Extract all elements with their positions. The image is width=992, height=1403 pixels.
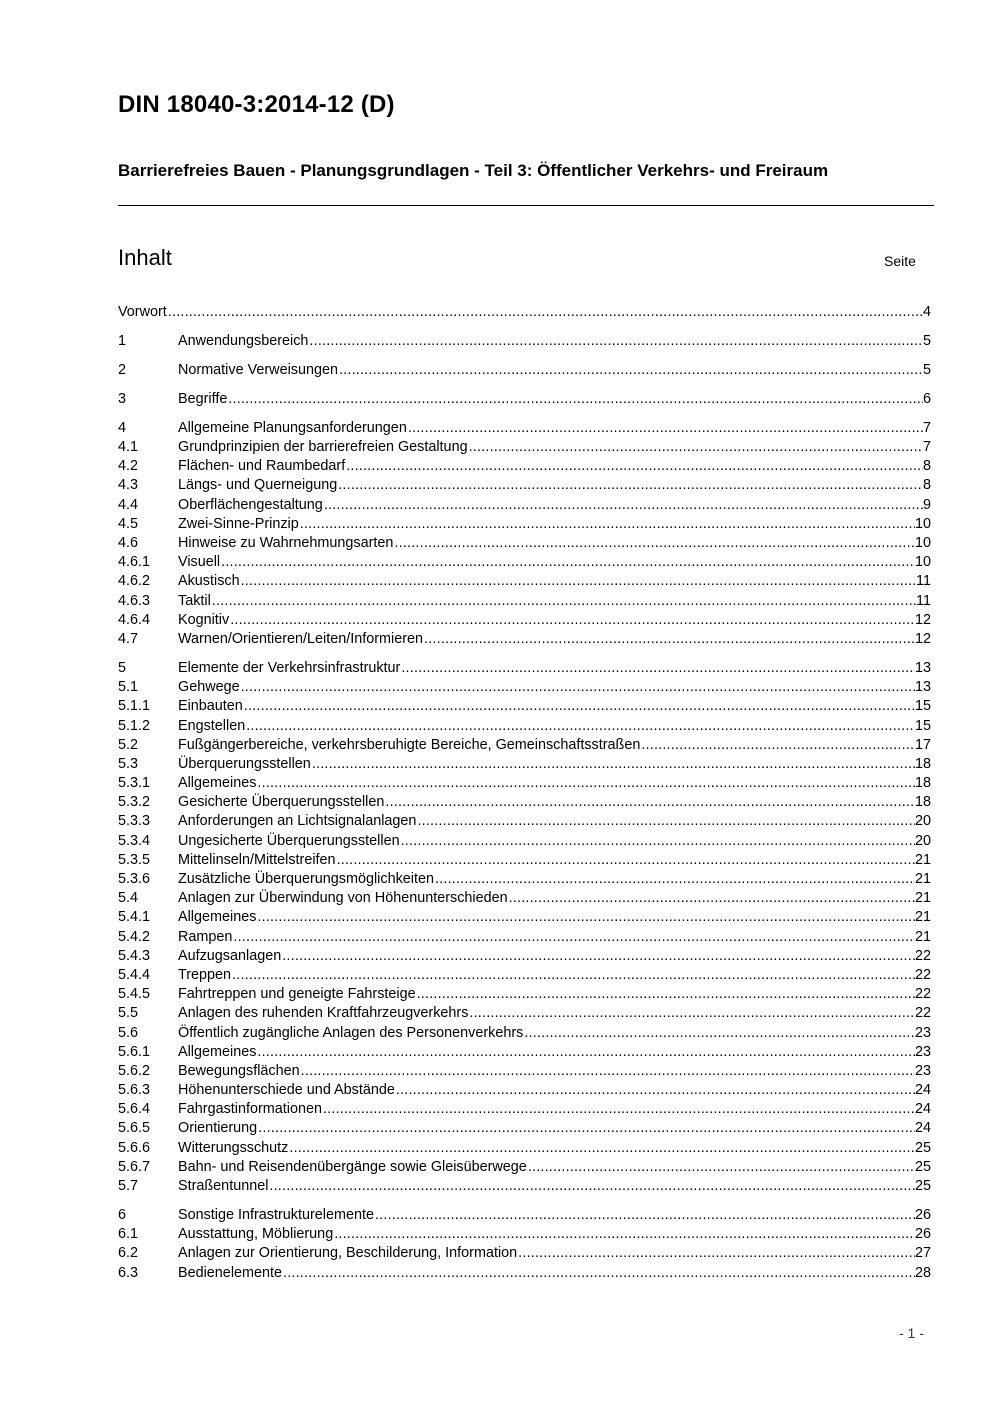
toc-dot-leader (400, 659, 915, 678)
toc-entry-page: 22 (914, 986, 931, 1003)
toc-entry[interactable] (118, 1206, 931, 1225)
toc-entry-title: Engstellen (178, 717, 246, 734)
toc-entry-title: Allgemeines (178, 909, 257, 926)
toc-entry-title: Allgemeines (178, 775, 257, 792)
toc-entry-number: 5.6 (118, 1024, 139, 1041)
toc-entry-number: 5.3.6 (118, 871, 151, 888)
toc-entry-number: 6 (118, 1207, 127, 1224)
toc-entry-page: 22 (914, 947, 931, 964)
toc-entry-page: 22 (914, 1005, 931, 1022)
toc-entry-number: 5.3.2 (118, 794, 151, 811)
toc-entry-page: 18 (914, 794, 931, 811)
toc-entry[interactable] (118, 477, 931, 496)
toc-dot-leader (243, 697, 915, 716)
toc-entry-page: 25 (914, 1178, 931, 1195)
toc-entry-number: 5.4.3 (118, 947, 151, 964)
toc-entry-page: 21 (914, 851, 931, 868)
toc-entry-page: 23 (914, 1043, 931, 1060)
toc-dot-leader (167, 303, 923, 322)
toc-entry-title: Warnen/Orientieren/Leiten/Informieren (178, 630, 424, 647)
toc-entry[interactable] (118, 755, 931, 774)
toc-entry-title: Witterungsschutz (178, 1139, 289, 1156)
toc-dot-leader (338, 361, 923, 380)
toc-dot-leader (416, 812, 915, 831)
toc-entry-title: Straßentunnel (178, 1178, 269, 1195)
toc-entry-number: 5.6.2 (118, 1062, 151, 1079)
toc-entry[interactable] (118, 1264, 931, 1283)
toc-entry-title: Anwendungsbereich (178, 332, 309, 349)
toc-entry-title: Hinweise zu Wahrnehmungsarten (178, 535, 394, 552)
toc-entry-title: Fahrtreppen und geneigte Fahrsteige (178, 986, 416, 1003)
toc-entry-title: Längs- und Querneigung (178, 477, 338, 494)
toc-dot-leader (231, 966, 915, 985)
toc-entry-page: 4 (922, 303, 931, 320)
toc-entry[interactable] (118, 832, 931, 851)
toc-entry-title: Begriffe (178, 390, 228, 407)
toc-dot-leader (240, 572, 916, 591)
toc-dot-leader (468, 1004, 915, 1023)
toc-entry-title: Allgemeine Planungsanforderungen (178, 419, 407, 436)
toc-entry-page: 12 (914, 630, 931, 647)
toc-dot-leader (434, 870, 915, 889)
toc-entry-number: 4.6.4 (118, 611, 151, 628)
toc-dot-leader (395, 1081, 915, 1100)
toc-entry-number: 6.2 (118, 1245, 139, 1262)
toc-dot-leader (345, 457, 923, 476)
toc-entry-page: 24 (914, 1082, 931, 1099)
toc-entry-title: Gesicherte Überquerungsstellen (178, 794, 385, 811)
toc-entry-page: 23 (914, 1024, 931, 1041)
toc-entry-page: 27 (914, 1245, 931, 1262)
toc-entry-page: 21 (914, 890, 931, 907)
toc-entry-number: 5 (118, 659, 127, 676)
toc-entry-page: 15 (914, 698, 931, 715)
toc-dot-leader (393, 534, 915, 553)
toc-dot-leader (227, 390, 923, 409)
toc-entry-number: 5.3.4 (118, 832, 151, 849)
toc-dot-leader (256, 908, 915, 927)
toc-heading: Inhalt (118, 245, 172, 270)
toc-dot-leader (468, 438, 923, 457)
toc-entry[interactable] (118, 793, 931, 812)
toc-entry-number: 5.4.4 (118, 966, 151, 983)
toc-entry-number: 5.1 (118, 679, 139, 696)
toc-entry-number: 4.2 (118, 458, 139, 475)
toc-entry-page: 11 (916, 573, 931, 590)
toc-entry-title: Flächen- und Raumbedarf (178, 458, 346, 475)
toc-entry-number: 5.6.1 (118, 1043, 151, 1060)
toc-entry-title: Anlagen zur Orientierung, Beschilderung, Information (178, 1245, 518, 1262)
toc-dot-leader (517, 1244, 915, 1263)
toc-entry-title: Sonstige Infrastrukturelemente (178, 1207, 374, 1224)
toc-entry[interactable] (118, 534, 931, 553)
toc-entry-title: Bewegungsflächen (178, 1062, 300, 1079)
toc-entry-number: 1 (118, 332, 127, 349)
toc-entry-page: 8 (922, 458, 931, 475)
toc-entry[interactable] (118, 1100, 931, 1119)
toc-entry-number: 5.1.1 (118, 698, 151, 715)
toc-entry-number: 5.6.7 (118, 1158, 151, 1175)
toc-dot-leader (256, 774, 915, 793)
toc-dot-leader (288, 1139, 915, 1158)
toc-entry-title: Kognitiv (178, 611, 230, 628)
toc-entry[interactable] (118, 1244, 931, 1263)
toc-entry-number: 4.6.3 (118, 592, 151, 609)
toc-dot-leader (240, 678, 915, 697)
toc-entry-number: 5.6.3 (118, 1082, 151, 1099)
toc-entry-title: Bedienelemente (178, 1264, 283, 1281)
toc-entry[interactable] (118, 630, 931, 649)
toc-entry[interactable] (118, 496, 931, 515)
toc-dot-leader (407, 419, 923, 438)
toc-entry-page: 18 (914, 755, 931, 772)
toc-dot-leader (308, 332, 923, 351)
toc-entry-number: 6.3 (118, 1264, 139, 1281)
toc-dot-leader (257, 1119, 915, 1138)
toc-entry-page: 20 (914, 813, 931, 830)
toc-entry-number: 4.5 (118, 515, 139, 532)
toc-entry-number: 5.3.1 (118, 775, 151, 792)
toc-entry-title: Orientierung (178, 1120, 258, 1137)
toc-entry-title: Grundprinzipien der barrierefreien Gestaltung (178, 439, 468, 456)
toc-entry[interactable] (118, 332, 931, 351)
toc-entry-page: 7 (922, 439, 931, 456)
toc-dot-leader (336, 851, 915, 870)
toc-entry-number: 4.6.1 (118, 554, 151, 571)
toc-dot-leader (384, 793, 915, 812)
toc-dot-leader (211, 592, 916, 611)
toc-entry-page: 11 (916, 592, 931, 609)
toc-entry-number: 5.4.2 (118, 928, 151, 945)
toc-entry[interactable] (118, 717, 931, 736)
toc-entry[interactable] (118, 1139, 931, 1158)
toc-dot-leader (245, 717, 915, 736)
toc-entry-title: Fahrgastinformationen (178, 1101, 322, 1118)
toc-entry-title: Anlagen des ruhenden Kraftfahrzeugverkehrs (178, 1005, 469, 1022)
toc-entry[interactable] (118, 678, 931, 697)
toc-entry-page: 25 (914, 1158, 931, 1175)
toc-entry[interactable] (118, 985, 931, 1004)
toc-entry[interactable] (118, 908, 931, 927)
toc-entry[interactable] (118, 1081, 931, 1100)
toc-entry-title: Fußgängerbereiche, verkehrsberuhigte Bereiche, Gemeinschaftsstraßen (178, 736, 641, 753)
toc-entry-title: Elemente der Verkehrsinfrastruktur (178, 659, 401, 676)
toc-entry-title: Gehwege (178, 679, 240, 696)
toc-dot-leader (374, 1206, 915, 1225)
toc-entry[interactable] (118, 611, 931, 630)
toc-entry-number: 5.2 (118, 736, 139, 753)
toc-dot-leader (268, 1177, 915, 1196)
toc-entry-page: 5 (922, 332, 931, 349)
toc-entry-title: Öffentlich zugängliche Anlagen des Personenverkehrs (178, 1024, 524, 1041)
toc-entry-number: 5.3 (118, 755, 139, 772)
toc-entry-number: 5.4.5 (118, 986, 151, 1003)
toc-entry-number: 4.1 (118, 439, 139, 456)
toc-entry-page: 23 (914, 1062, 931, 1079)
toc-dot-leader (508, 889, 915, 908)
toc-entry[interactable] (118, 1043, 931, 1062)
toc-entry-title: Rampen (178, 928, 233, 945)
toc-entry-page: 6 (922, 390, 931, 407)
toc-entry[interactable] (118, 515, 931, 534)
toc-entry-number: 4.4 (118, 496, 139, 513)
toc-entry[interactable] (118, 928, 931, 947)
toc-entry[interactable] (118, 966, 931, 985)
toc-entry-number: 4.7 (118, 630, 139, 647)
toc-entry[interactable] (118, 438, 931, 457)
toc-entry-page: 12 (914, 611, 931, 628)
toc-entry[interactable] (118, 1119, 931, 1138)
toc-dot-leader (333, 1225, 915, 1244)
toc-dot-leader (640, 736, 915, 755)
toc-dot-leader (300, 1062, 915, 1081)
toc-entry-number: 5.4.1 (118, 909, 151, 926)
toc-entry-number: 5.6.5 (118, 1120, 151, 1137)
toc-entry-number: 4.3 (118, 477, 139, 494)
toc-entry-page: 18 (914, 775, 931, 792)
toc-entry-title: Taktil (178, 592, 211, 609)
toc-dot-leader (416, 985, 915, 1004)
toc-entry-number: 6.1 (118, 1226, 139, 1243)
toc-entry-page: 13 (914, 659, 931, 676)
toc-entry[interactable] (118, 1062, 931, 1081)
document-id: DIN 18040-3:2014-12 (D) (118, 91, 395, 118)
toc-entry-title: Anlagen zur Überwindung von Höhenunterschieden (178, 890, 508, 907)
document-title: Barrierefreies Bauen - Planungsgrundlagen - Teil 3: Öffentlicher Verkehrs- und Freiraum (118, 161, 829, 180)
toc-entry-page: 21 (914, 909, 931, 926)
toc-dot-leader (400, 832, 915, 851)
toc-dot-leader (323, 496, 923, 515)
toc-dot-leader (232, 928, 915, 947)
toc-entry-page: 8 (922, 477, 931, 494)
toc-entry-page: 24 (914, 1120, 931, 1137)
toc-entry-number: 3 (118, 390, 127, 407)
toc-entry-number: 5.3.3 (118, 813, 151, 830)
toc-dot-leader (523, 1024, 915, 1043)
toc-entry-title: Vorwort (118, 303, 167, 320)
toc-entry-title: Mittelinseln/Mittelstreifen (178, 851, 336, 868)
toc-entry-page: 20 (914, 832, 931, 849)
toc-entry-title: Überquerungsstellen (178, 755, 311, 772)
toc-entry-title: Einbauten (178, 698, 243, 715)
toc-entry-title: Visuell (178, 554, 221, 571)
toc-entry-page: 10 (914, 554, 931, 571)
toc-entry-page: 25 (914, 1139, 931, 1156)
toc-entry[interactable] (118, 390, 931, 409)
toc-entry-page: 15 (914, 717, 931, 734)
toc-entry[interactable] (118, 659, 931, 678)
toc-entry-page: 21 (914, 928, 931, 945)
toc-entry-title: Bahn- und Reisendenübergänge sowie Gleisüberwege (178, 1158, 527, 1175)
toc-dot-leader (337, 476, 923, 495)
toc-entry-page: 9 (922, 496, 931, 513)
toc-entry-page: 7 (922, 419, 931, 436)
toc-entry-number: 5.4 (118, 890, 139, 907)
toc-entry-title: Höhenunterschiede und Abstände (178, 1082, 395, 1099)
toc-entry-title: Aufzugsanlagen (178, 947, 282, 964)
toc-entry-page: 24 (914, 1101, 931, 1118)
toc-entry-number: 5.3.5 (118, 851, 151, 868)
toc-entry[interactable] (118, 303, 931, 322)
toc-dot-leader (256, 1043, 915, 1062)
toc-entry-number: 2 (118, 361, 127, 378)
toc-entry[interactable] (118, 736, 931, 755)
toc-entry-number: 5.1.2 (118, 717, 151, 734)
toc-entry-page: 26 (914, 1226, 931, 1243)
toc-entry-page: 21 (914, 871, 931, 888)
toc-entry[interactable] (118, 870, 931, 889)
toc-entry-page: 22 (914, 966, 931, 983)
toc-entry[interactable] (118, 361, 931, 380)
toc-entry-number: 5.6.6 (118, 1139, 151, 1156)
toc-entry[interactable] (118, 553, 931, 572)
toc-entry-page: 26 (914, 1207, 931, 1224)
toc-entry-title: Akustisch (178, 573, 240, 590)
toc-entry-page: 5 (922, 361, 931, 378)
toc-entry-title: Zwei-Sinne-Prinzip (178, 515, 299, 532)
toc-entry-page: 13 (914, 679, 931, 696)
toc-entry-page: 10 (914, 515, 931, 532)
toc-entry-number: 4.6 (118, 535, 139, 552)
toc-entry-title: Treppen (178, 966, 232, 983)
toc-entry-title: Normative Verweisungen (178, 361, 338, 378)
toc-dot-leader (311, 755, 915, 774)
toc-entry-title: Anforderungen an Lichtsignalanlagen (178, 813, 417, 830)
toc-dot-leader (282, 1264, 915, 1283)
toc-dot-leader (527, 1158, 915, 1177)
toc-entry-number: 5.5 (118, 1005, 139, 1022)
toc-entry[interactable] (118, 1177, 931, 1196)
toc-entry[interactable] (118, 697, 931, 716)
toc-entry-title: Ungesicherte Überquerungsstellen (178, 832, 400, 849)
toc-entry-title: Zusätzliche Überquerungsmöglichkeiten (178, 871, 434, 888)
toc-dot-leader (281, 947, 915, 966)
toc-entry[interactable] (118, 1004, 931, 1023)
toc-entry[interactable] (118, 851, 931, 870)
toc-entry-page: 17 (914, 736, 931, 753)
toc-entry[interactable] (118, 1225, 931, 1244)
table-of-contents (118, 303, 931, 1283)
toc-entry-title: Ausstattung, Möblierung (178, 1226, 334, 1243)
title-divider (118, 205, 934, 206)
toc-entry-page: 28 (914, 1264, 931, 1281)
toc-entry-title: Oberflächengestaltung (178, 496, 323, 513)
toc-entry[interactable] (118, 572, 931, 591)
toc-entry-page: 10 (914, 535, 931, 552)
toc-entry-number: 5.7 (118, 1178, 139, 1195)
toc-entry[interactable] (118, 1024, 931, 1043)
toc-entry-number: 4.6.2 (118, 573, 151, 590)
toc-entry[interactable] (118, 889, 931, 908)
toc-dot-leader (322, 1100, 915, 1119)
toc-entry-title: Allgemeines (178, 1043, 257, 1060)
toc-dot-leader (423, 630, 915, 649)
toc-entry[interactable] (118, 419, 931, 438)
toc-entry[interactable] (118, 1158, 931, 1177)
page-column-label: Seite (884, 253, 916, 269)
page-number: - 1 - (899, 1325, 924, 1341)
toc-entry[interactable] (118, 947, 931, 966)
toc-entry[interactable] (118, 774, 931, 793)
toc-dot-leader (299, 515, 915, 534)
toc-entry[interactable] (118, 812, 931, 831)
toc-entry[interactable] (118, 592, 931, 611)
toc-entry-number: 4 (118, 419, 127, 436)
toc-entry[interactable] (118, 457, 931, 476)
toc-dot-leader (229, 611, 915, 630)
toc-dot-leader (220, 553, 915, 572)
toc-entry-number: 5.6.4 (118, 1101, 151, 1118)
